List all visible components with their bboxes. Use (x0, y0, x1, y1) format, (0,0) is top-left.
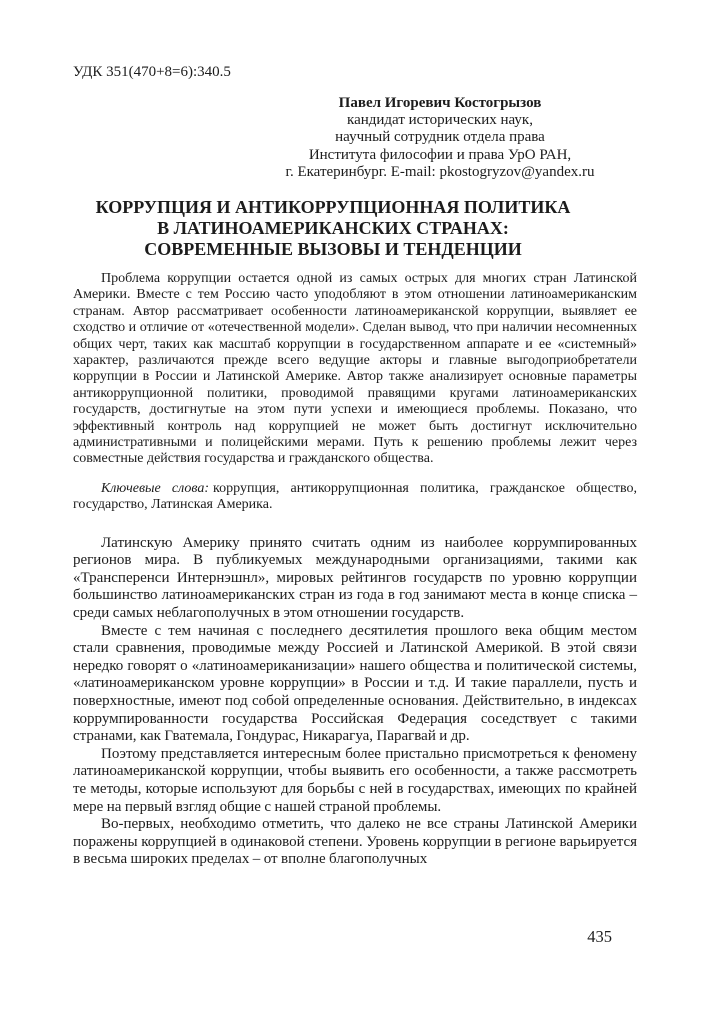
text-line: научный сотрудник отдела права (335, 129, 545, 146)
body-paragraph: Поэтому представляется интересным более пристально присмотреться к феномену латиноамериканской коррупции, чтобы выявить его особенности, а также рассмотреть те методы, которые используют для борьбы с ней в государствах, имеющих по крайней мере на первый взгляд общие с нашей страной проблемы. (73, 745, 637, 815)
text-line: Института философии и права УрО РАН, (308, 146, 572, 163)
udc-code: УДК 351(470+8=6):340.5 (73, 64, 231, 80)
author-block (243, 95, 637, 181)
article-body (73, 535, 637, 869)
keywords-label: Ключевые слова: (101, 480, 210, 496)
abstract-paragraph: Проблема коррупции остается одной из самых острых для многих стран Латинской Америки. Вместе с тем Россию часто уподобляют в этом отношении латиноамериканским странам. Автор рассматривает особенности латиноамериканской коррупции, выявляет ее сходство и отличие от «отечественной модели». Сделан вывод, что при наличии несомненных общих черт, таких как масштаб коррупции в государственном аппарате и ее «системный» характер, различаются прежде всего ведущие акторы и главные выгодоприобретатели коррупции в России и Латинской Америке. Автор также анализирует основные параметры антикоррупционной политики, проводимой правящими кругами латиноамериканских государств, достигнутые на этом пути успехи и имеющиеся проблемы. Показано, что эффективный контроль над коррупцией не может быть достигнут исключительно административными и полицейскими мерами. Путь к решению проблемы лежит через совместные действия государства и гражданского общества. (73, 271, 637, 467)
body-paragraph: Латинскую Америку принято считать одним из наиболее коррумпированных регионов мира. В публикуемых международными организациями, такими как «Трансперенси Интернэшнл», мировых рейтингов государств по уровню коррупции большинство латиноамериканских стран из года в год занимают места в конце списка – среди самых неблагополучных в этом отношении государств. (73, 534, 637, 622)
text-line: В ЛАТИНОАМЕРИКАНСКИХ СТРАНАХ: (157, 218, 509, 239)
text-line: г. Екатеринбург. E-mail: pkostogryzov@yandex.ru (285, 163, 595, 180)
body-paragraph: Вместе с тем начиная с последнего десятилетия прошлого века общим местом стали сравнения, проводимые между Россией и Латинской Америкой. В этой связи нередко говорят о «латиноамериканизации» нашего общества и политической системы, «латиноамериканском уровне коррупции» в России и т.д. И такие параллели, пусть и поверхностные, имеют под собой определенные основания. Действительно, в индексах коррумпированности государства Российская Федерация соседствует с такими странами, как Гватемала, Гондурас, Никарагуа, Парагвай и др. (73, 622, 637, 745)
keywords-text: коррупция, антикоррупционная политика, гражданское общество, государство, Латинская Америка. (73, 480, 637, 513)
text-line: СОВРЕМЕННЫЕ ВЫЗОВЫ И ТЕНДЕНЦИИ (144, 239, 522, 260)
body-paragraph: Во-первых, необходимо отметить, что далеко не все страны Латинской Америки поражены коррупцией в одинаковой степени. Уровень коррупции в регионе варьируется в весьма широких пределах – от вполне благополучных (73, 816, 637, 868)
author-affiliation (243, 112, 637, 181)
text-line: кандидат исторических наук, (347, 112, 533, 129)
page-number: 435 (587, 927, 612, 946)
text-line: КОРРУПЦИЯ И АНТИКОРРУПЦИОННАЯ ПОЛИТИКА (95, 197, 571, 218)
author-name: Павел Игоревич Костогрызов (338, 95, 542, 111)
keywords-paragraph (73, 481, 637, 514)
article-title (73, 197, 637, 260)
